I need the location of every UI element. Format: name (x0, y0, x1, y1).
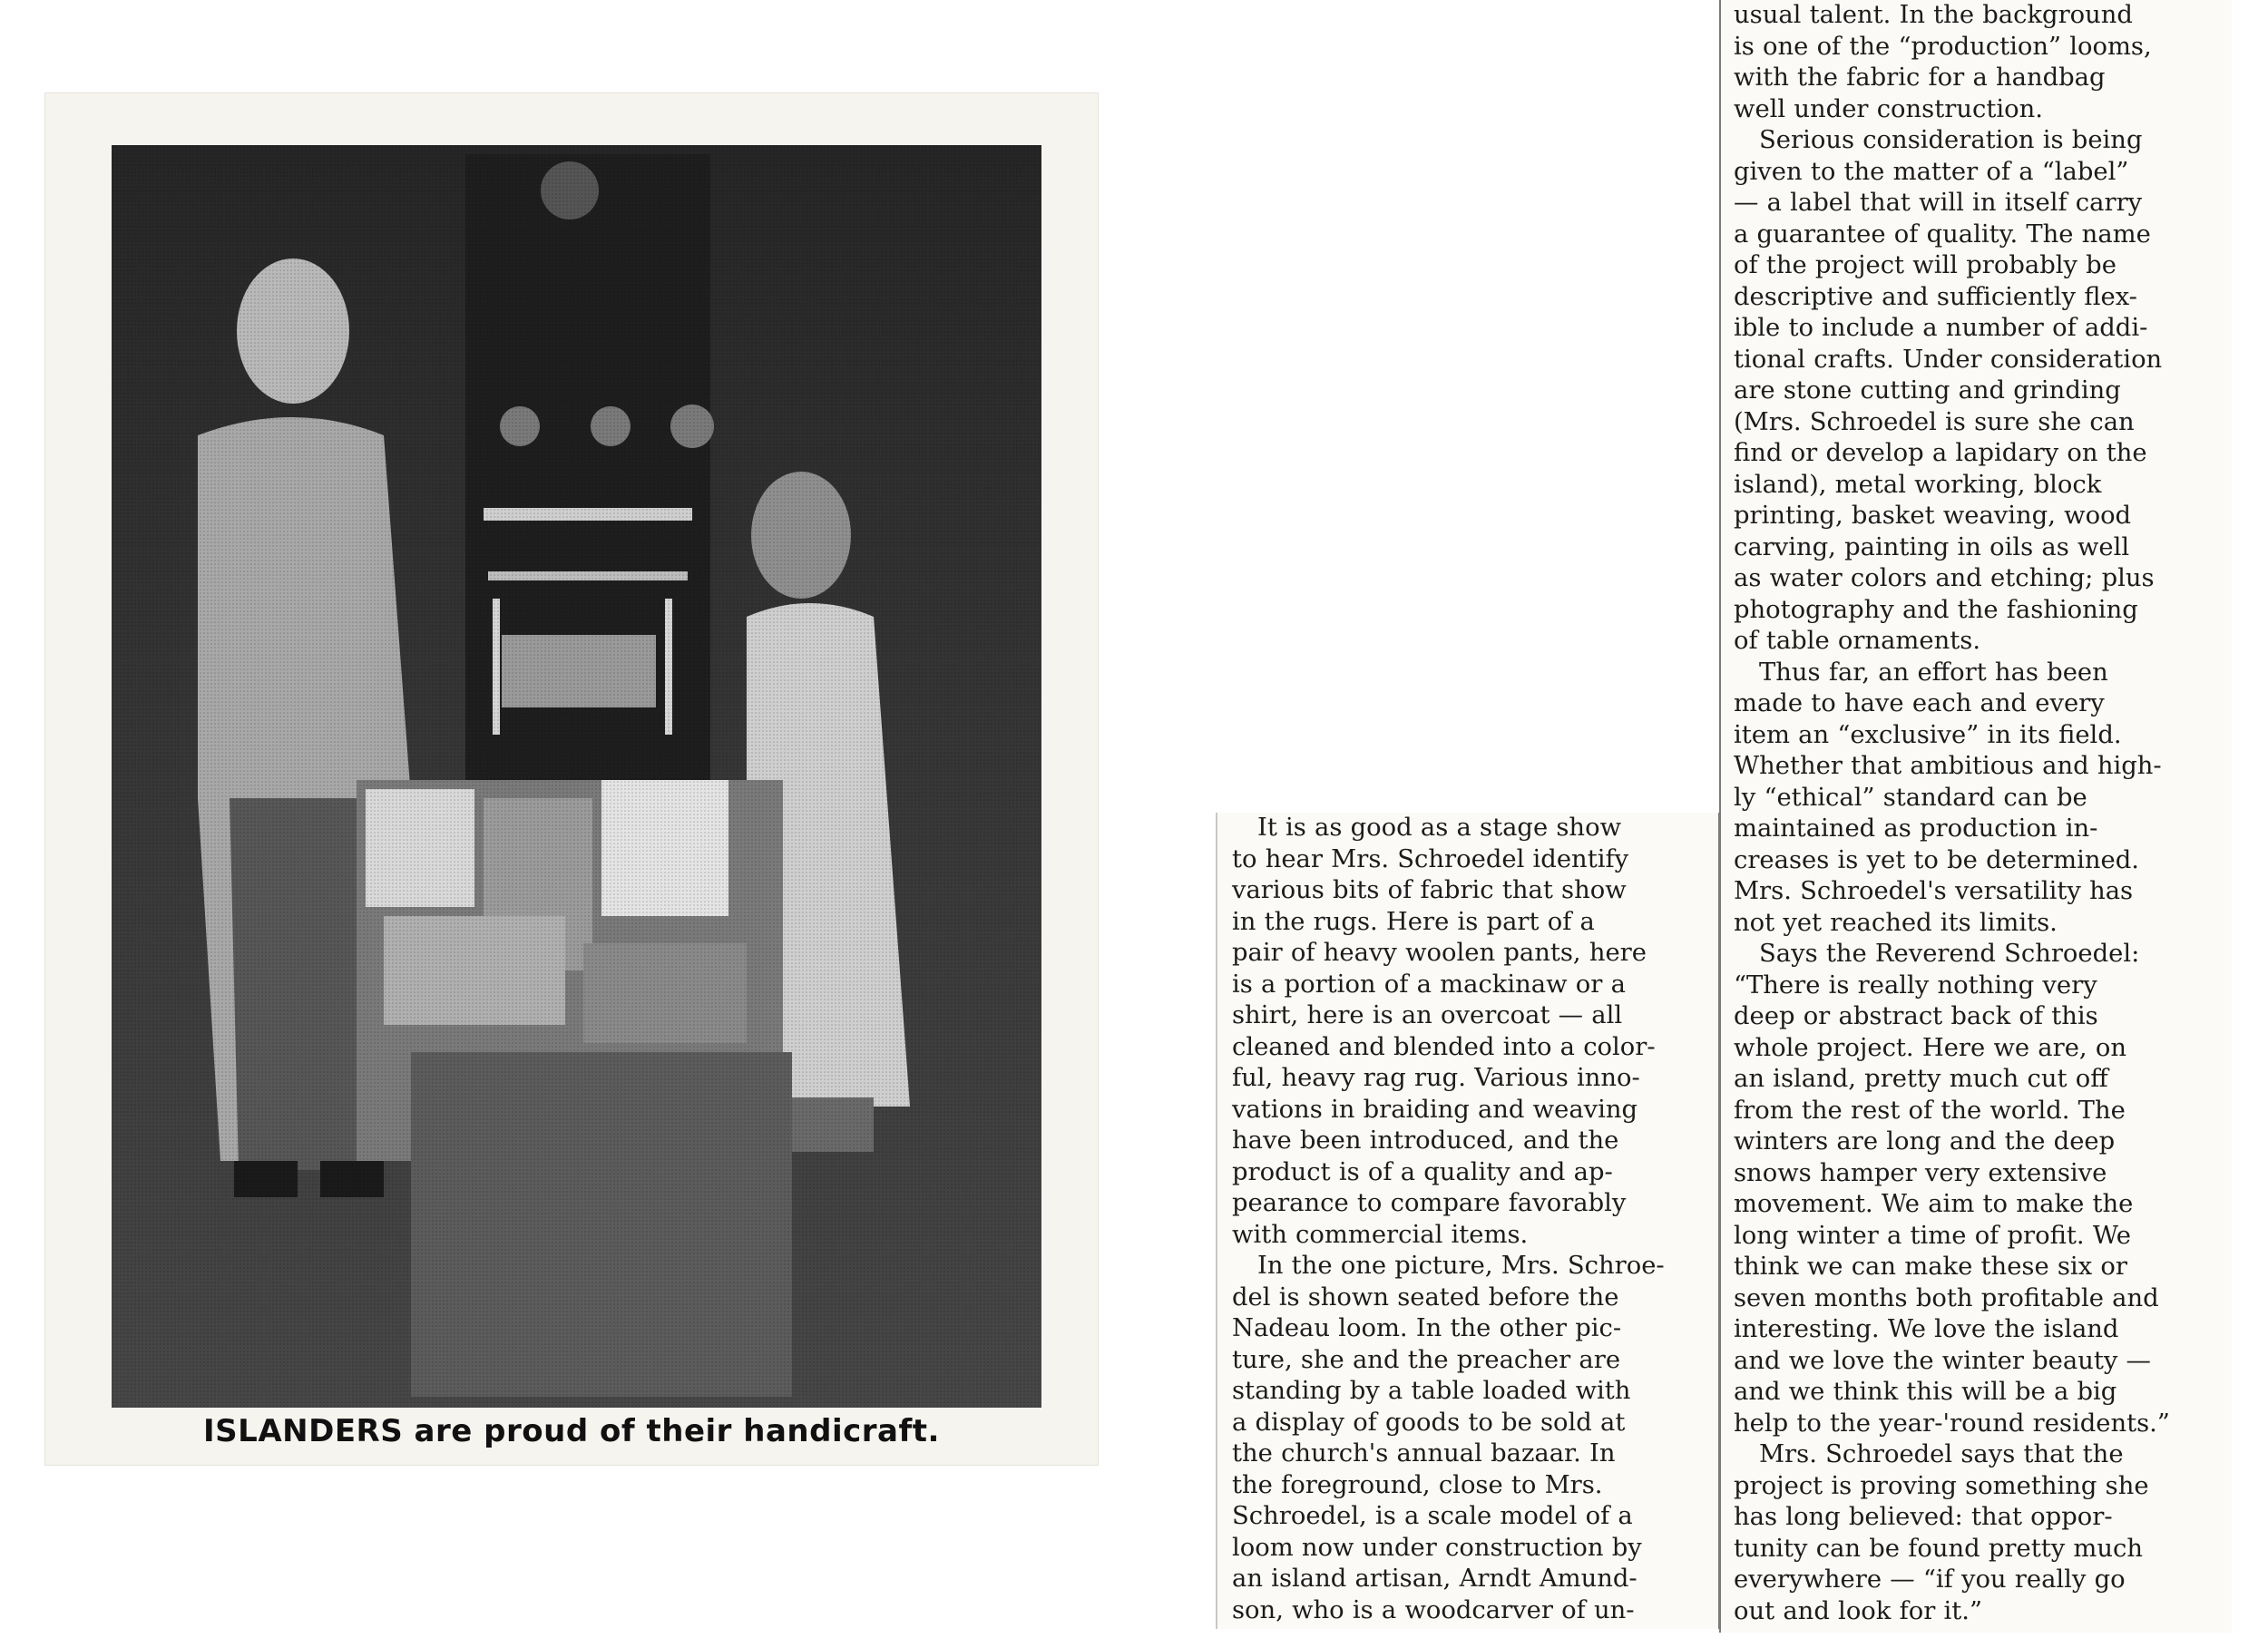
photo-caption: ISLANDERS are proud of their handicraft. (203, 1413, 940, 1449)
article-paragraph: Serious consideration is being given to the matter of a “label” — a label that will in itself carry a guarantee of quality. The name of the project will probably be descriptive and sufficiently flex- ible to include a number of addi- tional crafts. Under consideration are stone cutting and grinding (Mrs. Schroedel is sure she can find or develop a lapidary on the island), metal working, block printing, basket weaving, wood carving, painting in oils as well as water colors and etching; plus photography and the fashioning of table ornaments. (1734, 126, 2163, 655)
halftone-photo (112, 145, 1041, 1408)
article-column-left (1216, 813, 1720, 1629)
photo-clipping (45, 93, 1098, 1465)
article-paragraph: Mrs. Schroedel says that the project is proving something she has long believed: that oppor- tunity can be found pretty much everywhere — “if you really go out and look for it.” (1734, 1440, 2149, 1625)
photo-icon (112, 145, 1041, 1408)
article-paragraph: In the one picture, Mrs. Schroe- del is shown seated before the Nadeau loom. In the other pic- ture, she and the preacher are standing by a table loaded with a display of goods to be sold at the church's annual bazaar. In the foreground, close to Mrs. Schroedel, is a scale model of a loom now under construction by an island artisan, Arndt Amund- son, who is a woodcarver of un- (1232, 1252, 1665, 1624)
article-paragraph: It is as good as a stage show to hear Mrs. Schroedel identify various bits of fabric that show in the rugs. Here is part of a pair of heavy woolen pants, here is a portion of a mackinaw or a shirt, here is an overcoat — all cleaned and blended into a color- ful, heavy rag rug. Various inno- vations in braiding and weaving have been introduced, and the product is of a quality and ap- pearance to compare favorably with commercial items. (1232, 814, 1656, 1249)
article-paragraph: Says the Reverend Schroedel: “There is really nothing very deep or abstract back of this whole project. Here we are, on an island, pretty much cut off from the rest of the world. The winters are long and the deep snows hamper very extensive movement. We aim to make the long winter a time of profit. We think we can make these six or seven months both profitable and interesting. We love the island and we love the winter beauty — and we think this will be a big help to the year-'round residents.” (1734, 940, 2170, 1438)
article-paragraph: Thus far, an effort has been made to have each and every item an “exclusive” in its field. Whether that ambitious and high- ly “ethical” standard can be maintained as production in- creases is yet to be determined. Mrs. Schroedel's versatility has not yet reached its limits. (1734, 658, 2162, 937)
article-paragraph: usual talent. In the background is one of the “production” looms, with the fabric for a handbag well under construction. (1734, 1, 2152, 123)
article-column-right (1719, 0, 2232, 1633)
